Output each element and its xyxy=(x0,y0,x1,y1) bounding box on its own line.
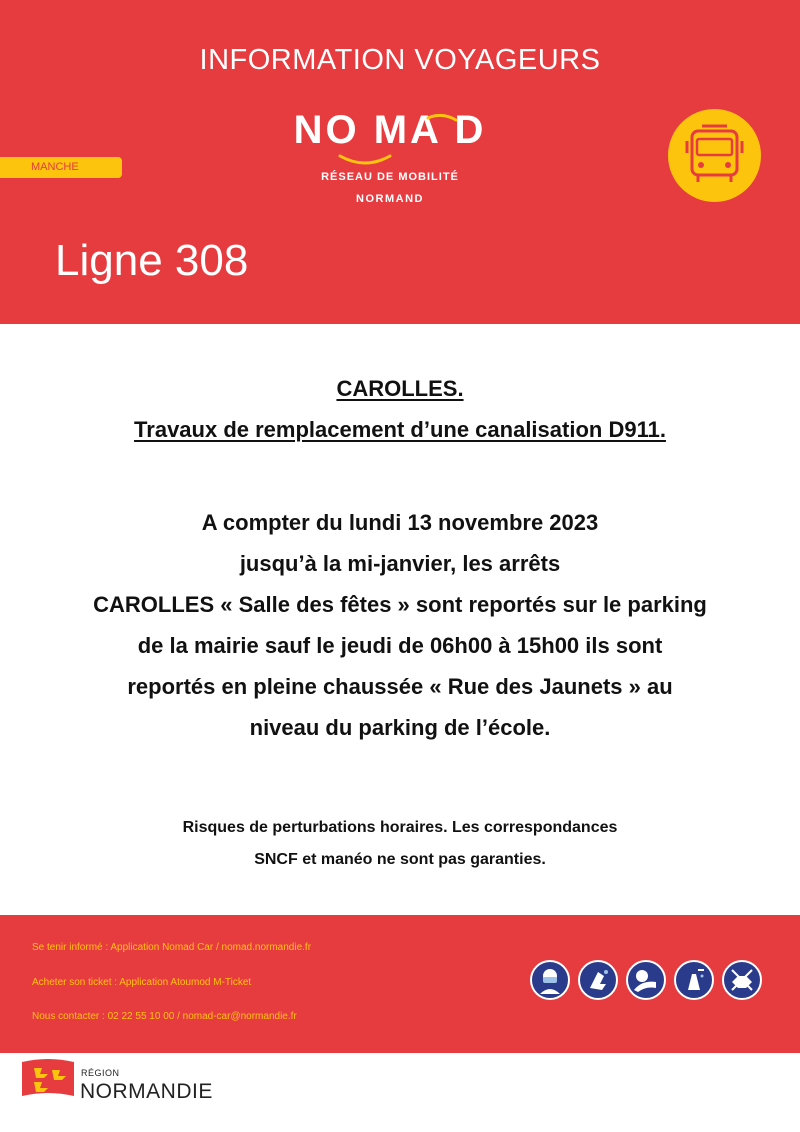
header-banner xyxy=(0,0,800,324)
notice-line: A compter du lundi 13 novembre 2023 xyxy=(201,510,599,535)
risk-line: Risques de perturbations horaires. Les correspondances xyxy=(182,819,618,836)
logo-wordmark: NO MA D xyxy=(293,108,487,152)
logo-tagline: RÉSEAU DE MOBILITÉ xyxy=(321,171,459,183)
handwash-icon xyxy=(674,960,714,1000)
notice-line: de la mairie sauf le jeudi de 06h00 à 15h00 ils sont xyxy=(137,633,663,658)
footer-banner xyxy=(0,915,800,1053)
hand-sanitize-icon xyxy=(578,960,618,1000)
health-pictograms xyxy=(530,960,770,1002)
notice-line: jusqu’à la mi-janvier, les arrêts xyxy=(239,551,561,576)
risk-line: SNCF et manéo ne sont pas garanties. xyxy=(254,851,546,868)
notice-title-town: CAROLLES. xyxy=(336,376,464,401)
notice-line: reportés en pleine chaussée « Rue des Jaunets » au xyxy=(127,674,673,699)
notice-title-works: Travaux de remplacement d’une canalisation D911. xyxy=(134,417,666,442)
notice-text xyxy=(0,502,800,748)
ticket-line: Acheter son ticket : Application Atoumod M-Ticket xyxy=(32,977,252,988)
contact-line: Nous contacter : 02 22 55 10 00 / nomad-car@normandie.fr xyxy=(32,1011,297,1022)
sneeze-elbow-icon xyxy=(626,960,666,1000)
notice-line: niveau du parking de l’école. xyxy=(249,715,551,740)
notice-line: CAROLLES « Salle des fêtes » sont reportés sur le parking xyxy=(93,592,707,617)
region-name: NORMANDIE xyxy=(80,1080,213,1103)
department-tag: MANCHE xyxy=(0,157,122,178)
info-line: Se tenir informé : Application Nomad Car / nomad.normandie.fr xyxy=(32,942,312,953)
risk-warning xyxy=(0,812,800,876)
bus-icon xyxy=(668,109,761,202)
region-label: RÉGION xyxy=(81,1068,120,1078)
nomad-logo xyxy=(270,108,510,213)
line-number: Ligne 308 xyxy=(55,236,249,285)
logo-swoosh-icon xyxy=(270,108,510,178)
logo-tagline-normand: NORMAND xyxy=(356,193,424,205)
no-handshake-icon xyxy=(722,960,762,1000)
normandy-flag-icon xyxy=(20,1056,76,1100)
mask-icon xyxy=(530,960,570,1000)
page-title: INFORMATION VOYAGEURS xyxy=(199,44,601,76)
region-normandie-logo xyxy=(20,1050,280,1110)
